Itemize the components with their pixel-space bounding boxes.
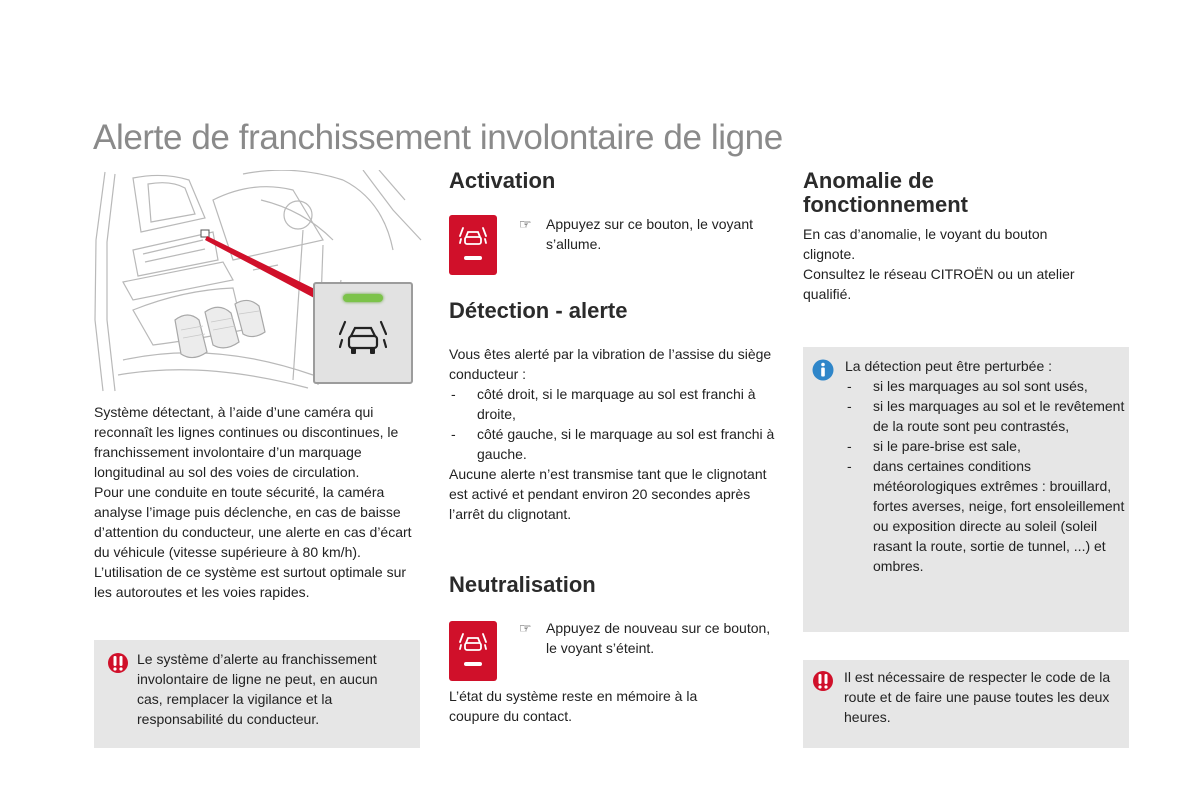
activation-instruction: Appuyez sur ce bouton, le voyant s’allume. [546,216,754,252]
anomaly-paragraph: En cas d’anomalie, le voyant du bouton clignote. [803,226,1048,262]
break-note-text: Il est nécessaire de respecter le code de la route et de faire une pause toutes les deux heures. [844,669,1111,725]
intro-paragraph: Système détectant, à l’aide d’une caméra qui reconnaît les lignes continues ou discontinues, le franchissement involontaire d’un marquage longitudinal au sol des voies de circulation. [94,404,399,480]
neutralisation-memory-note: L’état du système reste en mémoire à la coupure du contact. [449,688,698,724]
info-note-content [845,356,1125,576]
lane-departure-icon [459,227,487,263]
list-item: - dans certaines conditions météorologiques extrêmes : brouillard, fortes averses, neige, fort ensoleillement ou exposition directe au soleil (soleil rasant la route, sortie de tunnel, ...) et ombres. [845,456,1125,576]
green-indicator-led [343,294,383,302]
neutralisation-button-icon [449,621,497,681]
info-note-list [845,376,1125,576]
anomaly-text [803,224,1103,304]
break-note-box [803,660,1129,748]
exclamation-icon [813,670,833,692]
anomaly-heading [803,169,968,217]
pointing-hand-icon: ☞ [519,216,532,232]
detection-outro: Aucune alerte n’est transmise tant que le clignotant est activé et pendant environ 20 secondes après l’arrêt du clignotant. [449,466,767,522]
intro-paragraph: L’utilisation de ce système est surtout optimale sur les autoroutes et les voies rapides. [94,564,407,600]
neutralisation-heading: Neutralisation [449,572,596,597]
neutralisation-instruction: Appuyez de nouveau sur ce bouton, le voyant s’éteint. [546,620,771,656]
warning-note-box [94,640,420,748]
detection-heading: Détection - alerte [449,298,628,323]
detection-intro: Vous êtes alerté par la vibration de l’assise du siège conducteur : [449,346,772,382]
info-icon [812,359,834,381]
list-item: - si le pare-brise est sale, [845,436,1125,456]
page-title: Alerte de franchissement involontaire de ligne [93,118,783,157]
intro-paragraph: Pour une conduite en toute sécurité, la caméra analyse l’image puis déclenche, en cas de baisse d’attention du conducteur, une alerte en cas d’écart du véhicule (vitesse supérieure à 80 km/h). [94,484,412,560]
info-note-box [803,347,1129,632]
exclamation-icon [108,652,128,674]
anomaly-heading-line: Anomalie de [803,168,934,193]
activation-instruction-block [519,214,779,254]
anomaly-paragraph: Consultez le réseau CITROËN ou un atelier qualifié. [803,266,1075,302]
list-item: - si les marquages au sol sont usés, [845,376,1125,396]
pointing-hand-icon: ☞ [519,620,532,636]
activation-heading: Activation [449,168,556,193]
lane-departure-button-closeup [313,282,413,384]
list-item: - côté droit, si le marquage au sol est franchi à droite, [449,384,777,424]
list-item: - si les marquages au sol et le revêtement de la route sont peu contrastés, [845,396,1125,436]
list-item: - côté gauche, si le marquage au sol est franchi à gauche. [449,424,777,464]
lane-departure-icon [459,633,487,669]
detection-list [449,384,777,464]
neutralisation-instruction-block [519,618,779,658]
detection-text [449,344,777,524]
warning-note-text: Le système d’alerte au franchissement involontaire de ligne ne peut, en aucun cas, remplacer la vigilance et la responsabilité du conducteur. [137,651,378,727]
info-note-intro: La détection peut être perturbée : [845,358,1053,374]
intro-text [94,402,422,602]
anomaly-heading-line: fonctionnement [803,192,968,217]
activation-button-icon [449,215,497,275]
lane-departure-icon [339,320,387,360]
